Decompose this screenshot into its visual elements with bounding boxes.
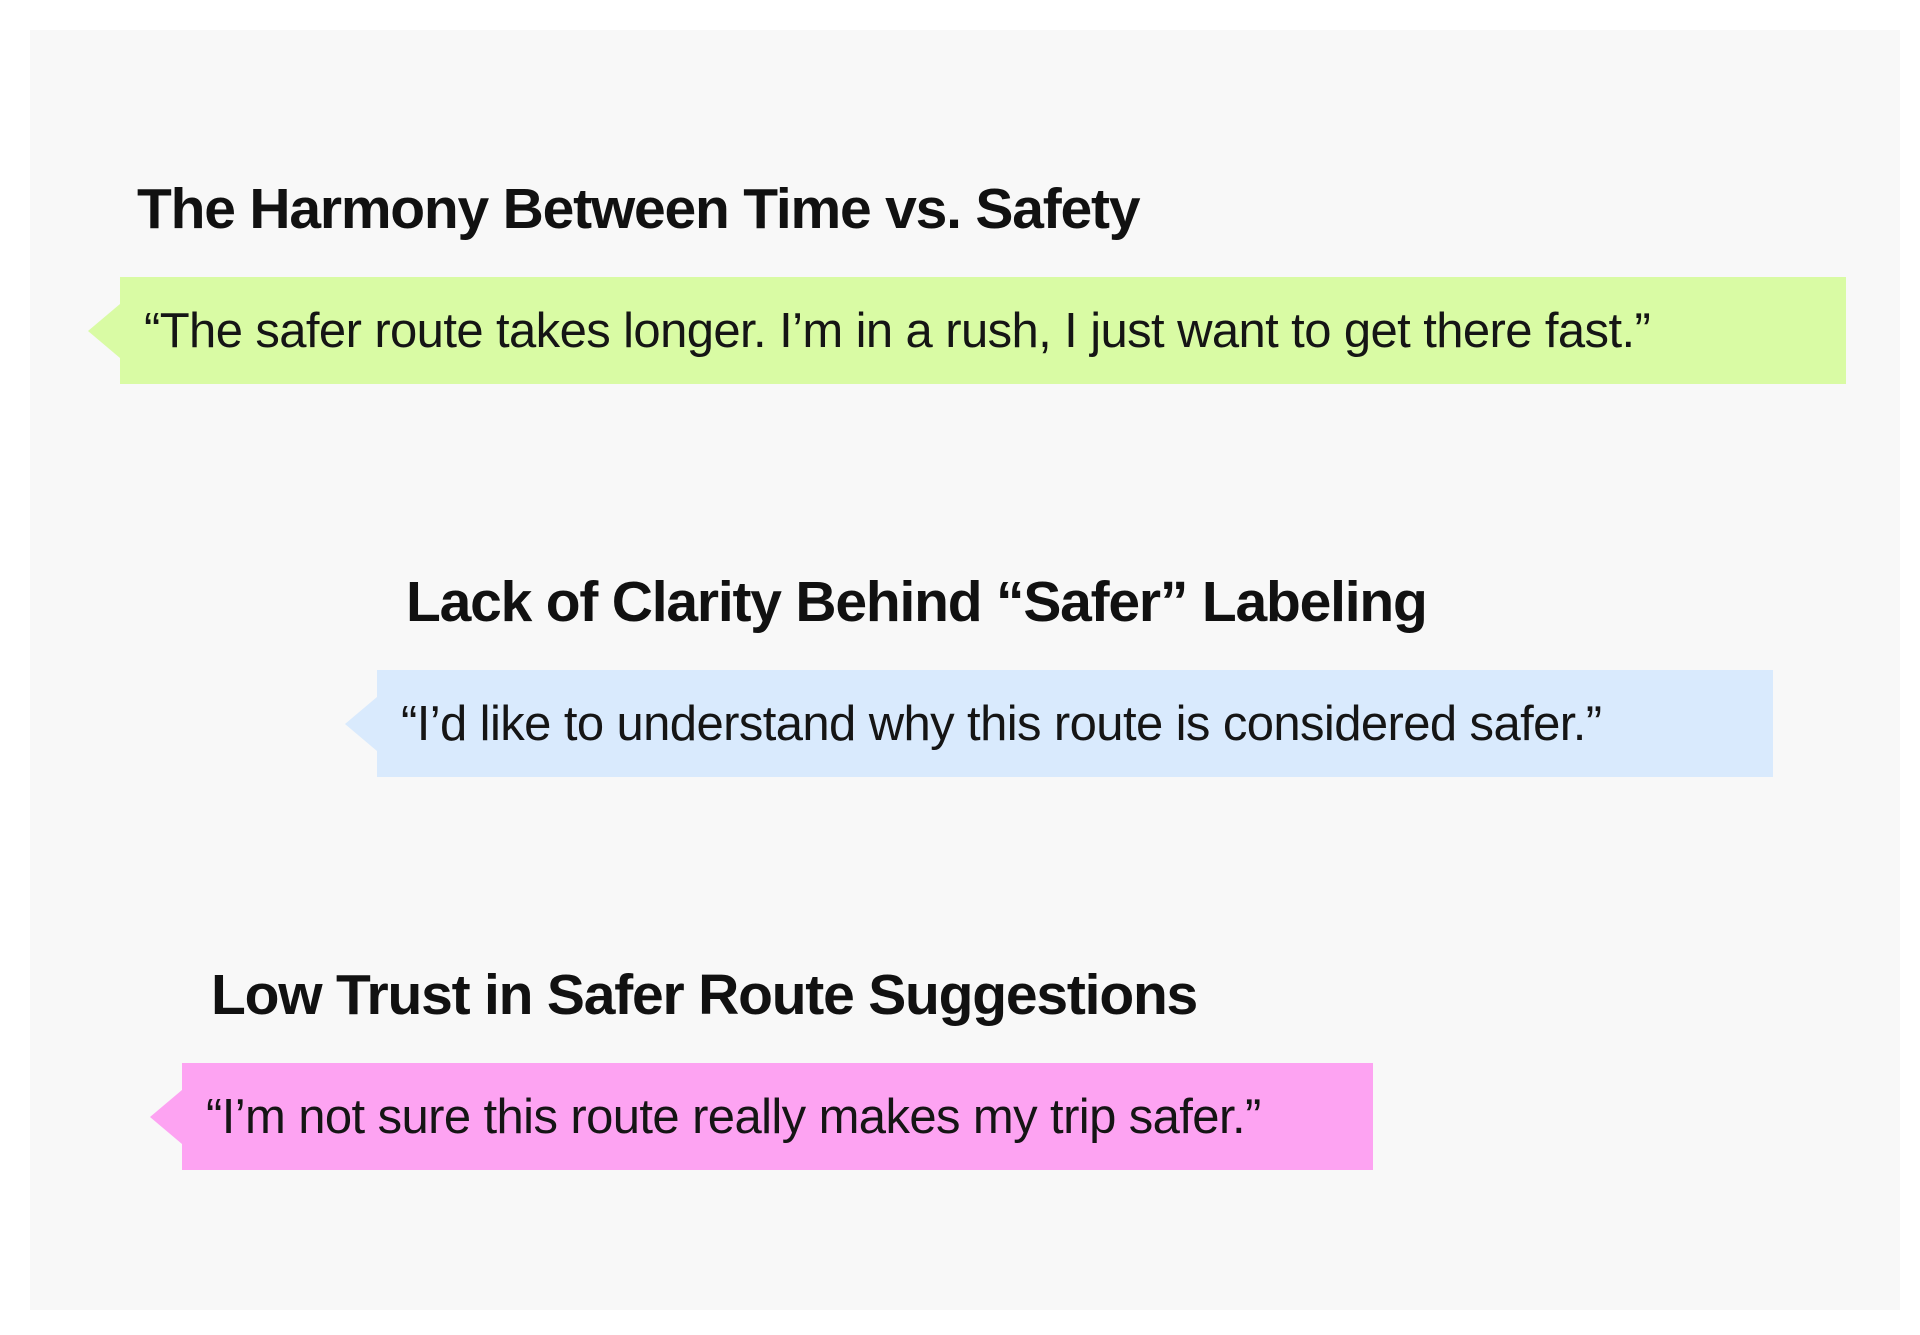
insight-title-low-trust: Low Trust in Safer Route Suggestions: [211, 963, 1198, 1027]
quote-bubble-low-trust: “I’m not sure this route really makes my trip safer.”: [182, 1063, 1373, 1170]
quote-bubble-time-vs-safety: “The safer route takes longer. I’m in a rush, I just want to get there fast.”: [120, 277, 1846, 384]
insight-title-safer-labeling: Lack of Clarity Behind “Safer” Labeling: [406, 570, 1427, 634]
insights-board: [30, 30, 1900, 1310]
quote-bubble-safer-labeling: “I’d like to understand why this route is considered safer.”: [377, 670, 1773, 777]
insight-title-time-vs-safety: The Harmony Between Time vs. Safety: [137, 177, 1140, 241]
